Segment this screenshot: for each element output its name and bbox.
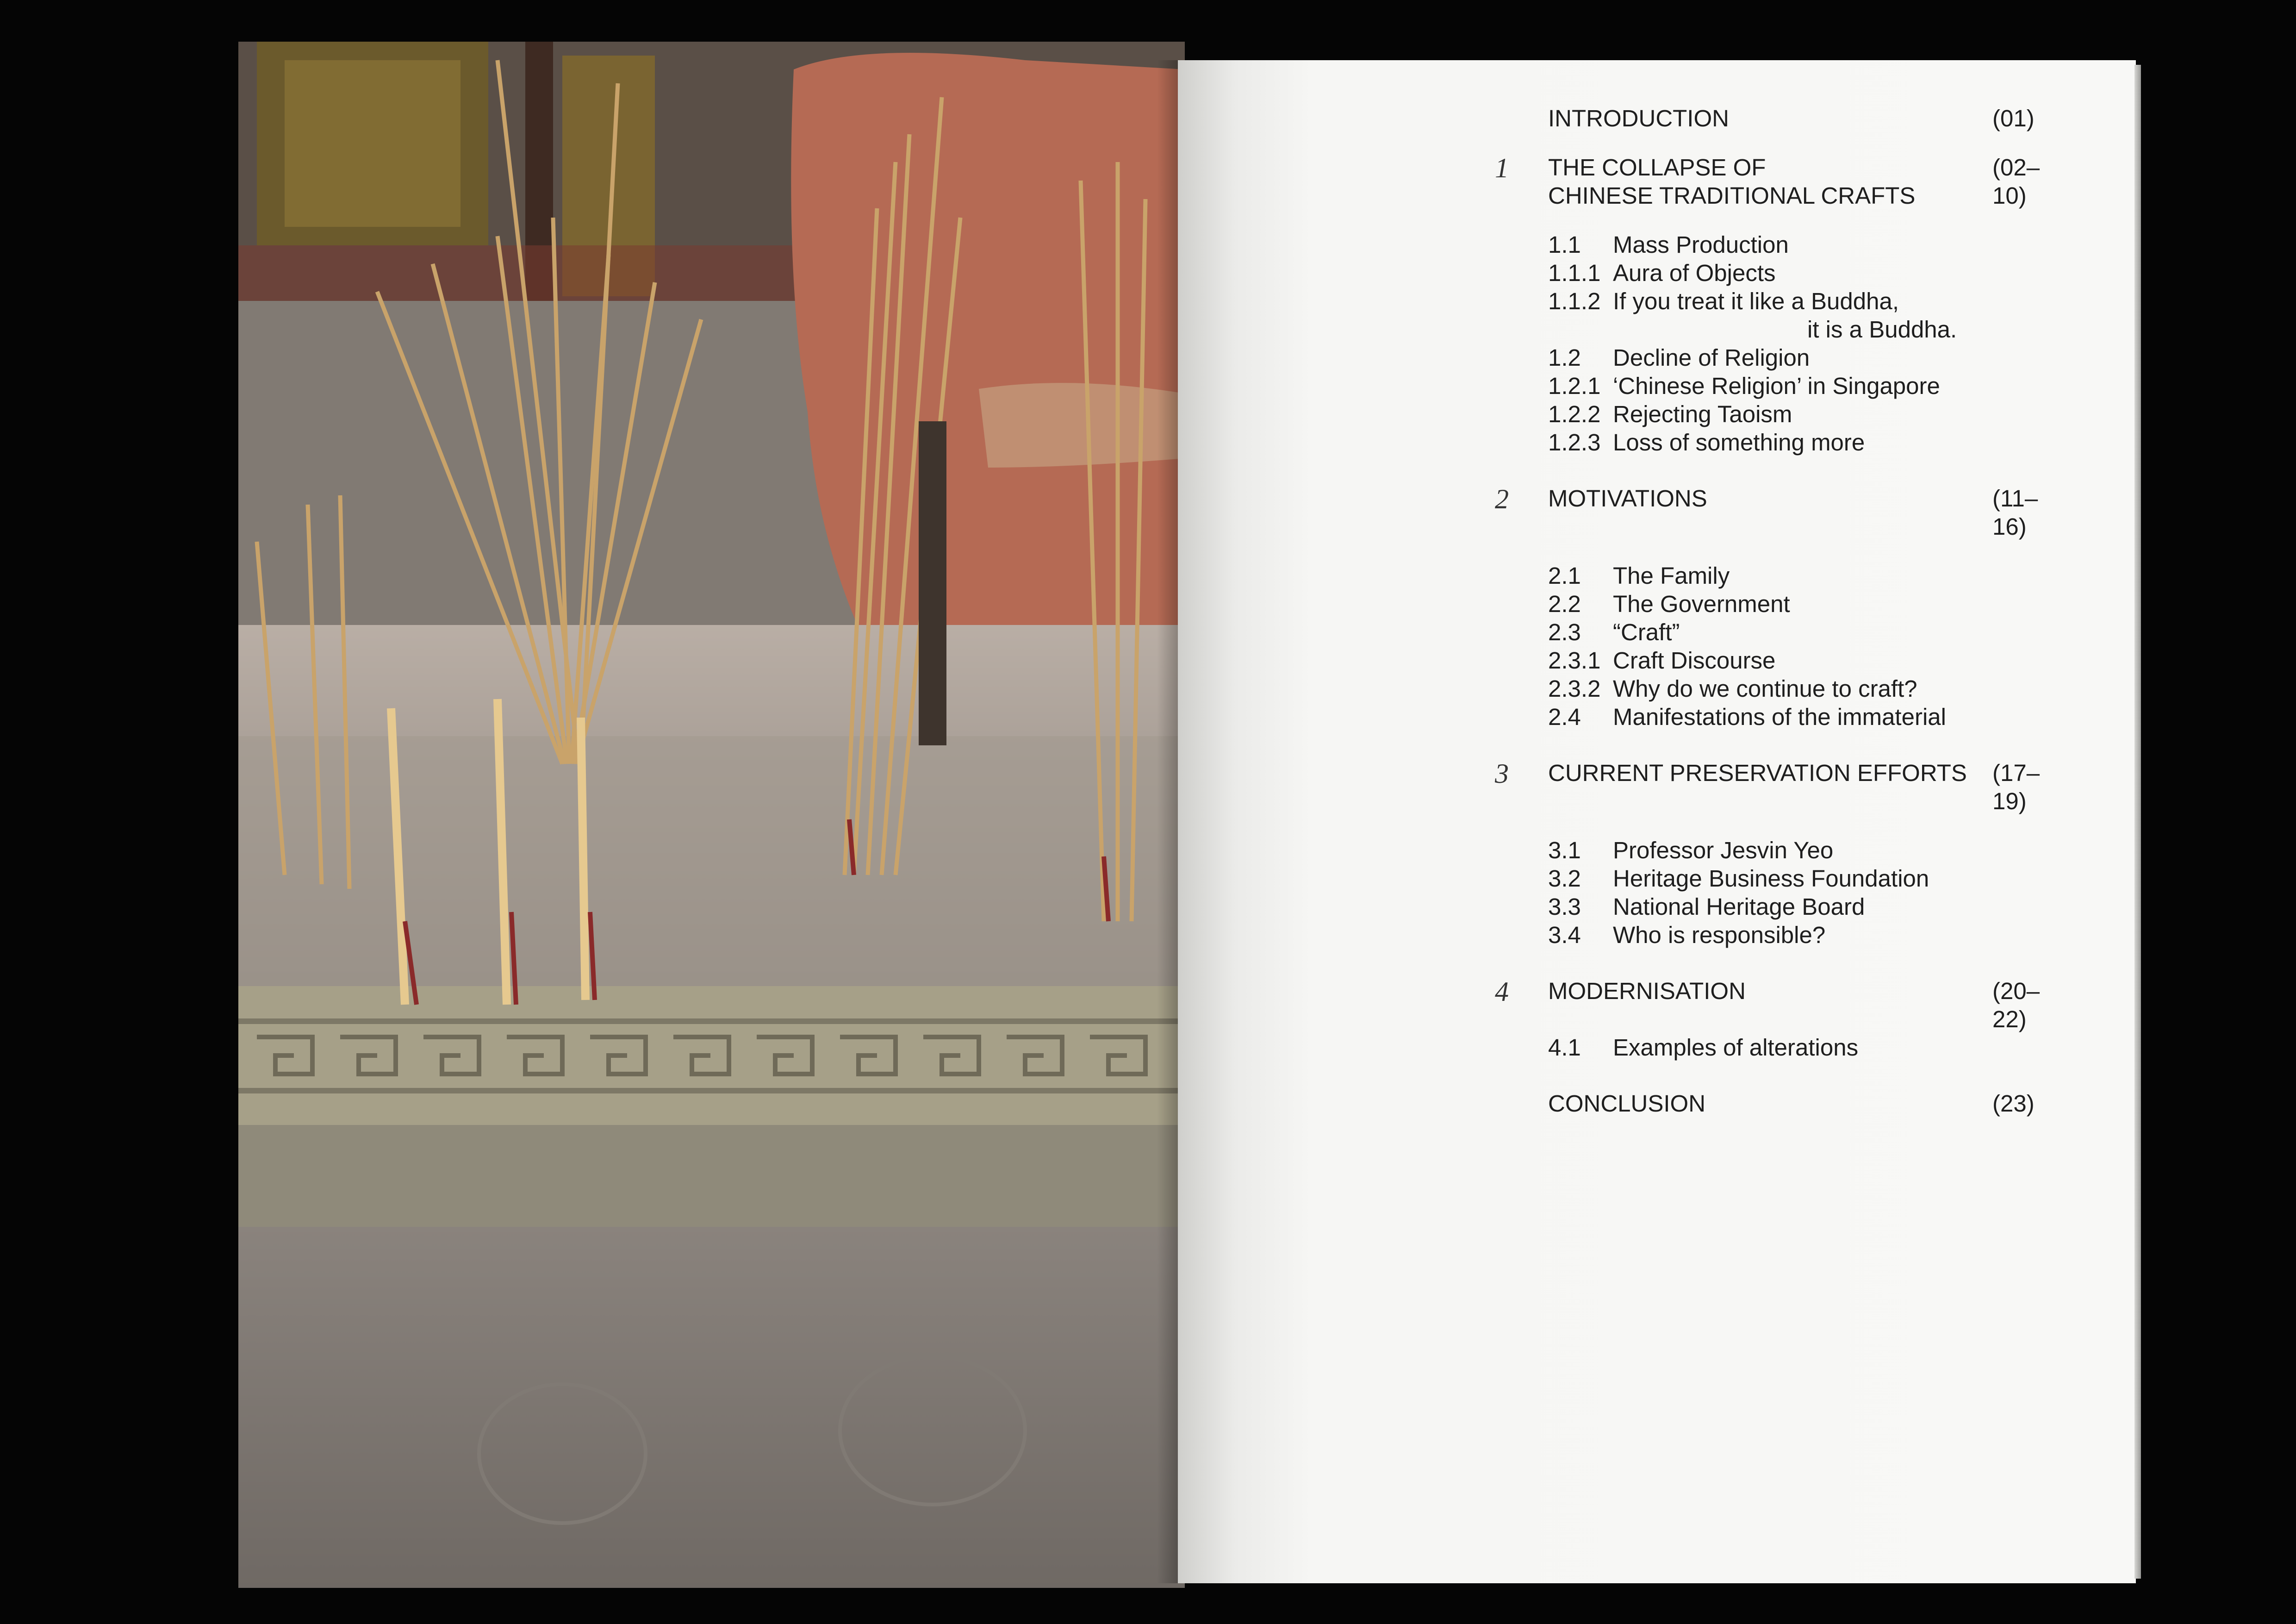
incense-photo-illustration [238,42,1185,1588]
section-numeral: 2 [1495,484,1509,514]
toc-item-label: Why do we continue to craft? [1613,675,1917,702]
toc-heading: MOTIVATIONS [1548,485,1707,512]
toc-item [1548,400,2071,428]
toc-item-number: 2.3.2 [1548,675,1601,702]
toc-item-number: 1.1.1 [1548,260,1601,286]
toc-item-number: 3.2 [1548,865,1581,892]
toc-page-range: (20–22) [1992,978,2040,1032]
toc-item [1548,372,2071,400]
toc-item-label: Aura of Objects [1613,260,1776,286]
toc-item [1548,893,2071,921]
toc-item-label: Who is responsible? [1613,922,1826,948]
toc-item [1548,703,2071,731]
photo-incense-urn [238,42,1185,1588]
toc-item [1548,618,2071,646]
toc-section-2 [1495,484,2071,541]
toc-item [1548,836,2071,864]
toc-item-label: Loss of something more [1613,429,1865,456]
toc-item-label: Professor Jesvin Yeo [1613,837,1834,863]
toc-item-number: 1.2.3 [1548,429,1601,456]
toc-section-1 [1495,153,2071,210]
toc-item-number: 2.4 [1548,704,1581,730]
toc-item-number: 1.1 [1548,231,1581,258]
toc-item-label: Examples of alterations [1613,1034,1859,1061]
table-of-contents [1495,104,2071,1118]
section-numeral: 4 [1495,976,1509,1007]
toc-heading: INTRODUCTION [1548,105,1729,131]
toc-section-4 [1495,976,2071,1033]
toc-item-number: 3.4 [1548,922,1581,948]
toc-item-continuation [1548,315,2071,344]
toc-item-label: The Government [1613,591,1790,617]
toc-item-label: Decline of Religion [1613,344,1810,371]
toc-page-range: (17–19) [1992,760,2040,814]
toc-item-number: 3.1 [1548,837,1581,863]
toc-item [1548,921,2071,949]
toc-item [1548,864,2071,893]
toc-item-label: Heritage Business Foundation [1613,865,1929,892]
toc-subsection-list [1548,1033,2071,1062]
toc-subsection-list [1548,836,2071,949]
page-edge [2134,65,2141,1579]
toc-item [1548,675,2071,703]
toc-item-number: 4.1 [1548,1034,1581,1061]
toc-item [1548,590,2071,618]
toc-heading: MODERNISATION [1548,978,1746,1004]
toc-item [1548,287,2071,315]
toc-item-label: it is a Buddha. [1807,316,1957,343]
section-numeral: 3 [1495,758,1509,789]
toc-item [1548,562,2071,590]
toc-item [1548,259,2071,287]
section-numeral: 1 [1495,153,1509,183]
toc-item-number: 1.2.2 [1548,401,1601,427]
toc-subsection-list [1548,231,2071,456]
toc-item [1548,646,2071,675]
toc-item-label: Mass Production [1613,231,1789,258]
toc-item [1548,1033,2071,1062]
toc-item-number: 3.3 [1548,893,1581,920]
toc-item-label: Rejecting Taoism [1613,401,1792,427]
toc-item-label: “Craft” [1613,619,1680,645]
toc-page-range: (11–16) [1992,485,2038,540]
toc-page-range: (23) [1992,1090,2035,1117]
toc-item-label: ‘Chinese Religion’ in Singapore [1613,373,1940,399]
toc-introduction [1548,104,2071,132]
toc-item-number: 1.2 [1548,344,1581,371]
toc-item [1548,231,2071,259]
toc-item-label: Manifestations of the immaterial [1613,704,1946,730]
toc-heading: CONCLUSION [1548,1090,1706,1117]
toc-item-number: 2.3.1 [1548,647,1601,674]
toc-subsection-list [1548,562,2071,731]
toc-item-label: If you treat it like a Buddha, [1613,288,1899,314]
toc-item [1548,428,2071,456]
toc-item-label: Craft Discourse [1613,647,1776,674]
toc-heading: THE COLLAPSE OF CHINESE TRADITIONAL CRAFTS [1548,154,1916,209]
toc-item [1548,344,2071,372]
toc-item-number: 2.2 [1548,591,1581,617]
toc-item-label: National Heritage Board [1613,893,1865,920]
toc-conclusion [1548,1089,2071,1118]
toc-item-number: 1.1.2 [1548,288,1601,314]
toc-heading: CURRENT PRESERVATION EFFORTS [1548,760,1967,786]
toc-page-range: (02–10) [1992,154,2040,209]
toc-item-number: 2.3 [1548,619,1581,645]
toc-item-label: The Family [1613,562,1730,589]
toc-item-number: 1.2.1 [1548,373,1601,399]
toc-item-number: 2.1 [1548,562,1581,589]
toc-section-3 [1495,758,2071,815]
toc-page-range: (01) [1992,105,2035,131]
